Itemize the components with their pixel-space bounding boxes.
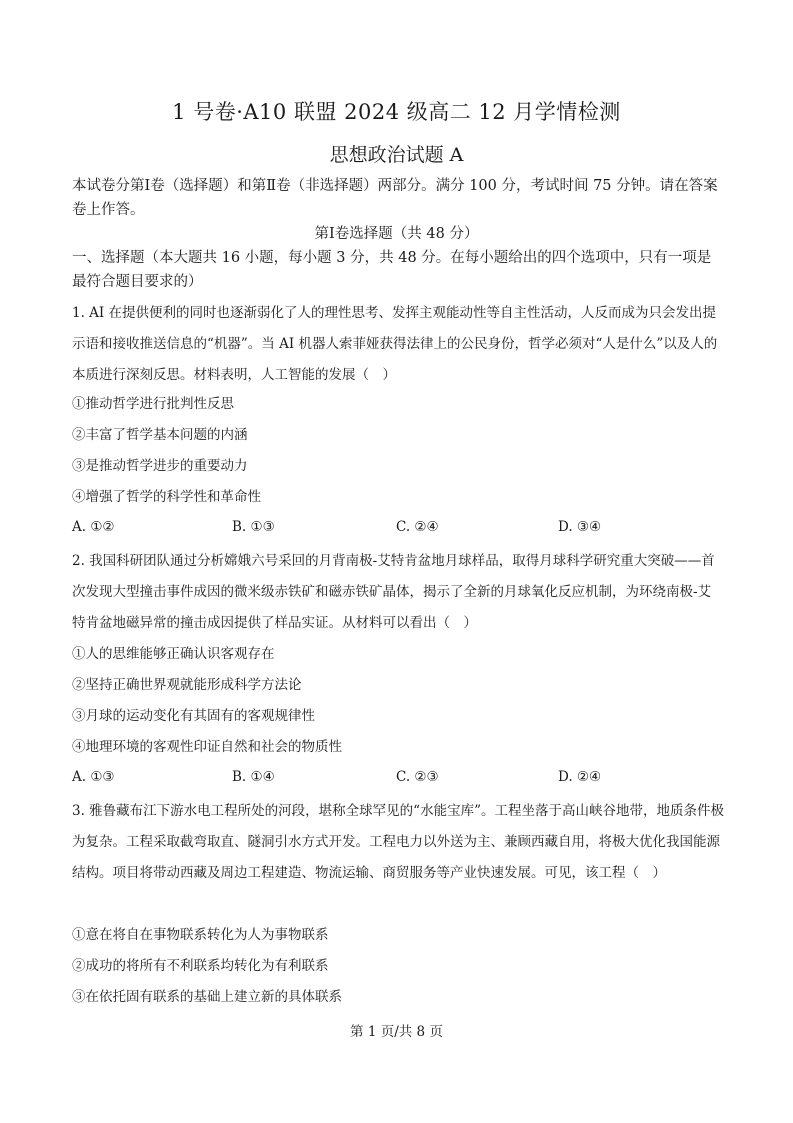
question-2-option-4: ④地理环境的客观性印证自然和社会的物质性 [72, 739, 342, 755]
exam-title: 1 号卷·A10 联盟 2024 级高二 12 月学情检测 [172, 100, 621, 124]
question-2-choices [72, 769, 724, 789]
question-1-choices [72, 519, 724, 539]
question-1-choice-c: C. ②④ [396, 519, 439, 535]
question-3-option-1: ①意在将自在事物联系转化为人为事物联系 [72, 927, 329, 943]
question-1-option-2: ②丰富了哲学基本问题的内涵 [72, 427, 248, 443]
question-3-option-2: ②成功的将所有不利联系均转化为有利联系 [72, 958, 329, 974]
question-1-option-3: ③是推动哲学进步的重要动力 [72, 458, 248, 474]
question-3-option-3: ③在依托固有联系的基础上建立新的具体联系 [72, 989, 342, 1005]
section-description: 一、选择题（本大题共 16 小题，每小题 3 分，共 48 分。在每小题给出的四个选项中，只有一项是最符合题目要求的） [72, 250, 712, 290]
page-footer: 第 1 页/共 8 页 [350, 1024, 443, 1040]
question-2-choice-a: A. ①③ [72, 769, 115, 785]
question-2-stem: 2. 我国科研团队通过分析嫦娥六号采回的月背南极-艾特肯盆地月球样品，取得月球科学研究重大突破——首次发现大型撞击事件成因的微米级赤铁矿和磁赤铁矿晶体，揭示了全新的月球氧化反应机制，为环绕南极-艾特肯盆地磁异常的撞击成因提供了样品实证。从材料可以看出（ ） [72, 553, 715, 631]
question-1-choice-a: A. ①② [72, 519, 115, 535]
question-2-option-3: ③月球的运动变化有其固有的客观规律性 [72, 708, 315, 724]
question-1-option-4: ④增强了哲学的科学性和革命性 [72, 489, 261, 505]
question-2-choice-d: D. ②④ [558, 769, 602, 785]
question-2-option-2: ②坚持正确世界观就能形成科学方法论 [72, 677, 302, 693]
question-3-stem: 3. 雅鲁藏布江下游水电工程所处的河段，堪称全球罕见的“水能宝库”。工程坐落于高山峡谷地带，地质条件极为复杂。工程采取截弯取直、隧洞引水方式开发。工程电力以外送为主、兼顾西藏自用，将极大优化我国能源结构。项目将带动西藏及周边工程建造、物流运输、商贸服务等产业快速发展。可见，该工程（ ） [72, 803, 724, 881]
section-title: 第Ⅰ卷选择题（共 48 分） [314, 226, 479, 242]
question-2-choice-c: C. ②③ [396, 769, 439, 785]
question-1-stem: 1. AI 在提供便利的同时也逐渐弱化了人的理性思考、发挥主观能动性等自主性活动，人反而成为只会发出提示语和接收推送信息的“机器”。当 AI 机器人索菲娅获得法律上的公民身份，哲学必须对“人是什么”以及人的本质进行深刻反思。材料表明，人工智能的发展（ ） [72, 305, 718, 383]
question-2-choice-b: B. ①④ [232, 769, 275, 785]
exam-instructions: 本试卷分第Ⅰ卷（选择题）和第Ⅱ卷（非选择题）两部分。满分 100 分，考试时间 75 分钟。请在答案卷上作答。 [72, 178, 718, 218]
question-1-choice-b: B. ①③ [232, 519, 275, 535]
question-1-option-1: ①推动哲学进行批判性反思 [72, 396, 234, 412]
question-2-option-1: ①人的思维能够正确认识客观存在 [72, 646, 275, 662]
question-1-choice-d: D. ③④ [558, 519, 602, 535]
exam-subtitle: 思想政治试题 A [329, 144, 464, 166]
